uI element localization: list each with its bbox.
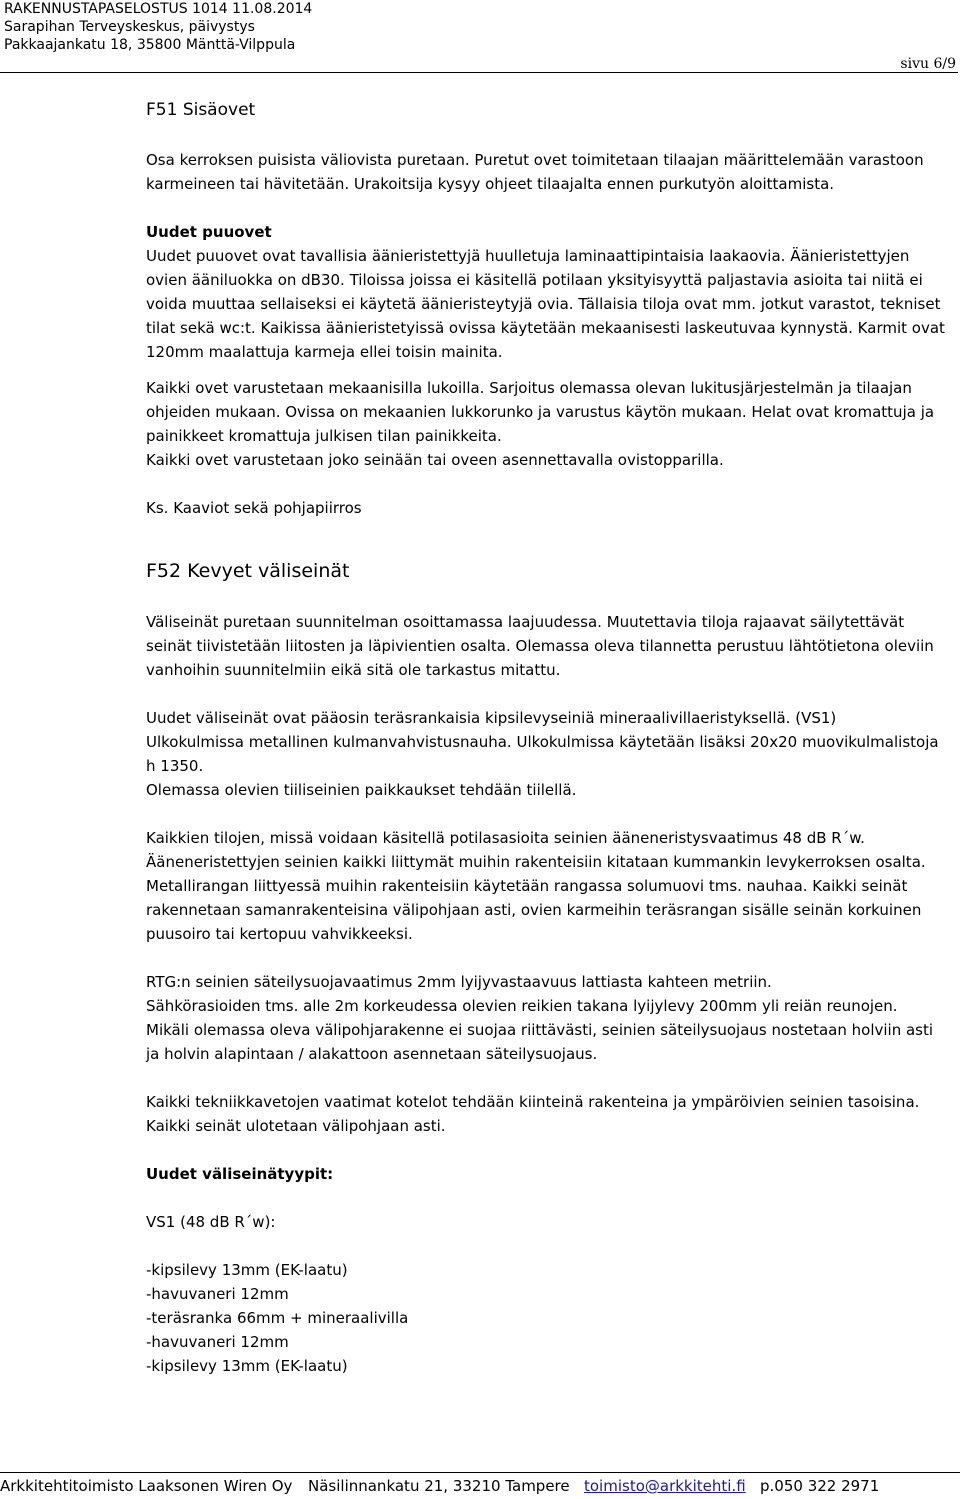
paragraph: Ks. Kaaviot sekä pohjapiirros [146, 499, 362, 517]
subheading-uudet-puuovet: Uudet puuovet [146, 223, 272, 241]
section-title-f51: F51 Sisäovet [146, 100, 256, 120]
paragraph: Mikäli olemassa oleva välipohjarakenne ei suojaa riittävästi, seinien säteilysuojaus nostetaan holviin asti ja holvin alapintaan / alakattoon asennetaan säteilysuojaus. [146, 1021, 934, 1063]
page-number: sivu 6/9 [900, 56, 956, 72]
header-address: Pakkaajankatu 18, 35800 Mänttä-Vilppula [4, 37, 296, 53]
paragraph: Kaikkien tilojen, missä voidaan käsitellä potilasasioita seinien ääneneristysvaatimus 48 dB R´w. Ääneneristettyjen seinien kaikki liittymät muihin rakenteisiin kitataan kummankin levykerroksen osalta. Metallirangan liittyessä muihin rakenteisiin käytetään rangassa solumuovi tms. nauhaa. Kaikki seinät rakennetaan samanrakenteisina välipohjaan asti, ovien karmeihin teräsrangan sisälle seinän korkuinen puusoiro tai kertopuu vahvikkeeksi. [146, 829, 926, 943]
paragraph: Kaikki tekniikkavetojen vaatimat kotelot tehdään kiinteinä rakenteina ja ympäröivien seinien tasoisina. Kaikki seinät ulotetaan välipohjaan asti. [146, 1093, 920, 1135]
paragraph: Kaikki ovet varustetaan mekaanisilla lukoilla. Sarjoitus olemassa olevan lukitusjärjestelmän ja tilaajan ohjeiden mukaan. Ovissa on mekaanien lukkorunko ja varustus käytön mukaan. Helat ovat kromattuja ja painikkeet kromattuja julkisen tilan painikkeita. [146, 379, 935, 445]
section-title-f52: F52 Kevyet väliseinät [146, 560, 350, 582]
footer-address: Näsilinnankatu 21, 33210 Tampere [308, 1477, 570, 1495]
layer-item: -kipsilevy 13mm (EK-laatu) [146, 1357, 348, 1375]
paragraph: Uudet väliseinät ovat pääosin teräsrankaisia kipsilevyseiniä mineraalivillaeristyksellä. (VS1) [146, 709, 837, 727]
header-divider [0, 72, 958, 73]
footer-company: Arkkitehtitoimisto Laaksonen Wiren Oy [0, 1477, 293, 1495]
wall-type-vs1: VS1 (48 dB R´w): [146, 1213, 276, 1231]
paragraph: Ulkokulmissa metallinen kulmanvahvistusnauha. Ulkokulmissa käytetään lisäksi 20x20 muovikulmalistoja h 1350. [146, 733, 939, 775]
layer-item: -teräsranka 66mm + mineraalivilla [146, 1309, 409, 1327]
paragraph: Uudet puuovet ovat tavallisia äänieristettyjä huulletuja laminaattipintaisia laakaovia. Äänieristettyjen ovien ääniluokka on dB30. Tiloissa joissa ei käsitellä potilaan yksityisyyttä paljastavia asioita tai niitä ei voida muuttaa sellaiseksi ei käytetä äänieristeytyjä ovia. Tällaisia tiloja ovat mm. jotkut varastot, tekniset tilat sekä wc:t. Kaikissa äänieristetyissä ovissa käytetään mekaanisesti laskeutuvaa kynnystä. Karmit ovat 120mm maalattuja karmeja ellei toisin mainita. [146, 247, 945, 361]
header-title: RAKENNUSTAPASELOSTUS 1014 11.08.2014 [4, 1, 313, 17]
paragraph: Sähkörasioiden tms. alle 2m korkeudessa olevien reikien takana lyijylevy 200mm yli reiän reunojen. [146, 997, 898, 1015]
layer-item: -kipsilevy 13mm (EK-laatu) [146, 1261, 348, 1279]
layer-item: -havuvaneri 12mm [146, 1333, 289, 1351]
subheading-wall-types: Uudet väliseinätyypit: [146, 1165, 334, 1183]
document-header [4, 0, 312, 54]
footer-email-link[interactable]: toimisto@arkkitehti.fi [584, 1477, 746, 1495]
layer-item: -havuvaneri 12mm [146, 1285, 289, 1303]
document-body [146, 96, 946, 1378]
paragraph: RTG:n seinien säteilysuojavaatimus 2mm lyijyvastaavuus lattiasta kahteen metriin. [146, 973, 772, 991]
footer-phone: p.050 322 2971 [760, 1477, 880, 1495]
footer-divider [0, 1472, 960, 1473]
paragraph: Väliseinät puretaan suunnitelman osoittamassa laajuudessa. Muutettavia tiloja rajaavat säilytettävät seinät tiivistetään liitosten ja läpivientien osalta. Olemassa oleva tilannetta perustuu lähtötietona oleviin vanhoihin suunnitelmiin eikä sitä ole tarkastus mitattu. [146, 613, 934, 679]
paragraph: Olemassa olevien tiiliseinien paikkaukset tehdään tiilellä. [146, 781, 577, 799]
paragraph: Osa kerroksen puisista väliovista puretaan. Puretut ovet toimitetaan tilaajan määrittelemään varastoon karmeineen tai hävitetään. Urakoitsija kysyy ohjeet tilaajalta ennen purkutyön aloittamista. [146, 151, 924, 193]
header-project: Sarapihan Terveyskeskus, päivystys [4, 19, 255, 35]
paragraph: Kaikki ovet varustetaan joko seinään tai oveen asennettavalla ovistopparilla. [146, 451, 724, 469]
